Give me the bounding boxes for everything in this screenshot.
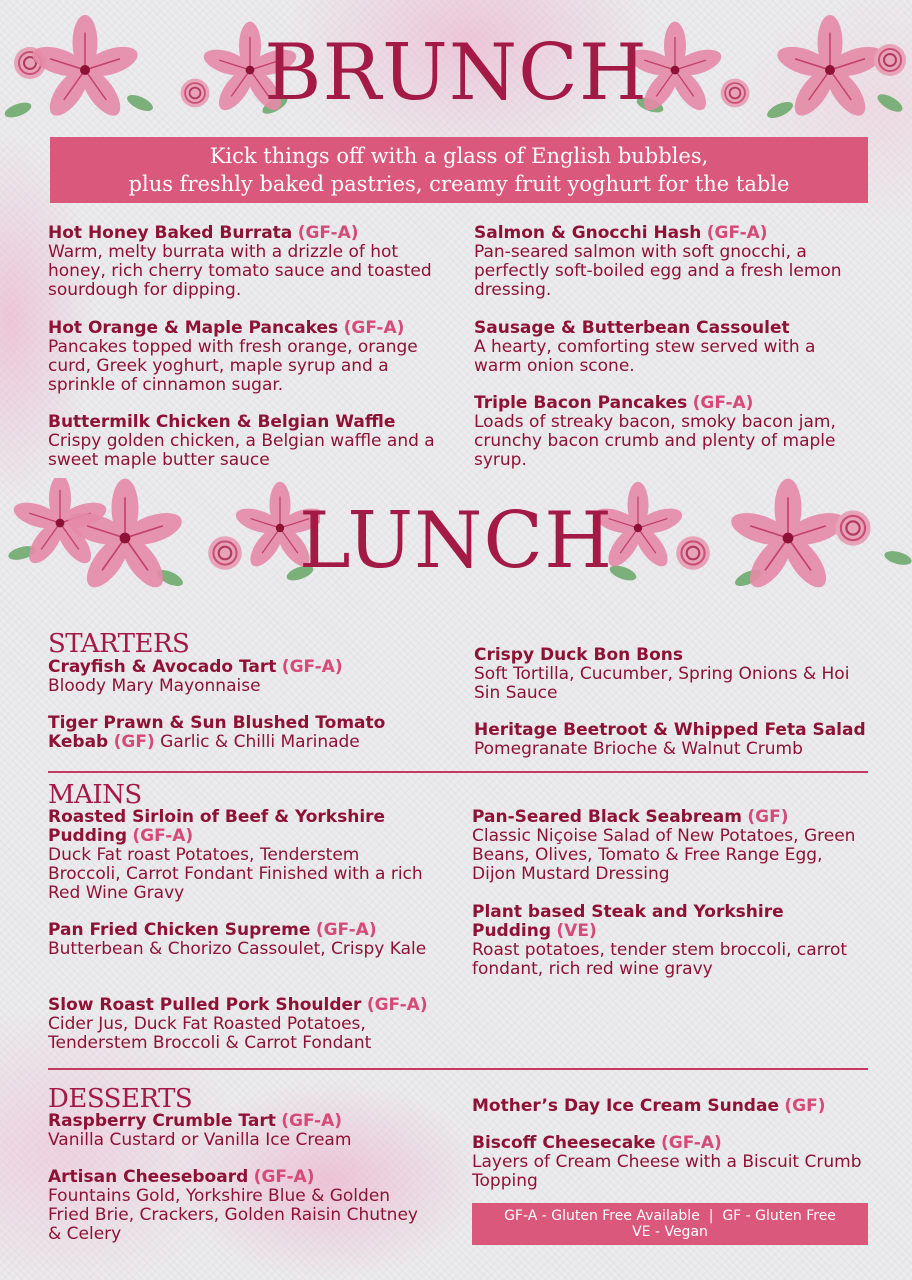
item-description: Pancakes topped with fresh orange, orange curd, Greek yoghurt, maple syrup and a sprinkle of cinnamon sugar. [48,337,418,395]
menu-item [48,996,448,1053]
item-description: Cider Jus, Duck Fat Roasted Potatoes, Tenderstem Broccoli & Carrot Fondant [48,1014,372,1053]
menu-item [48,1168,418,1244]
item-title: Roasted Sirloin of Beef & Yorkshire Pudding [48,807,386,846]
item-title: Crispy Duck Bon Bons [474,645,684,665]
menu-item [48,413,448,470]
item-description: Butterbean & Chorizo Cassoulet, Crispy Kale [48,939,427,959]
item-tag: (GF-A) [281,657,343,677]
item-description: Soft Tortilla, Cucumber, Spring Onions & Hoi Sin Sauce [474,664,850,703]
starters-heading: STARTERS [48,629,190,659]
item-tag: (VE) [556,921,597,941]
menu-item [474,646,868,703]
menu-item [474,721,868,759]
item-tag: (GF-A) [706,223,768,243]
item-description: Classic Niçoise Salad of New Potatoes, Green Beans, Olives, Tomato & Free Range Egg, Dijon Mustard Dressing [472,826,856,884]
item-description: A hearty, comforting stew served with a warm onion scone. [474,337,816,376]
desserts-heading: DESSERTS [48,1084,193,1114]
legend-line-2: VE - Vegan [632,1224,708,1240]
mains-heading: MAINS [48,780,142,810]
item-tag: (GF-A) [366,995,428,1015]
brunch-banner [50,137,868,203]
item-tag: (GF-A) [343,318,405,338]
item-tag: (GF) [747,807,789,827]
menu-item [474,394,868,470]
item-description: Fountains Gold, Yorkshire Blue & Golden Fried Brie, Crackers, Golden Raisin Chutney & Celery [48,1186,418,1244]
item-description: Pomegranate Brioche & Walnut Crumb [474,739,803,759]
item-description: Pan-seared salmon with soft gnocchi, a perfectly soft-boiled egg and a fresh lemon dressing. [474,242,842,300]
menu-item [48,921,448,959]
item-title: Pan Fried Chicken Supreme [48,920,311,940]
dietary-legend [472,1203,868,1245]
item-title: Heritage Beetroot & Whipped Feta Salad [474,720,866,740]
lunch-heading: LUNCH [298,496,614,586]
item-tag: (GF-A) [253,1167,315,1187]
item-title: Crayfish & Avocado Tart [48,657,277,677]
item-title: Biscoff Cheesecake [472,1133,656,1153]
item-description: Duck Fat roast Potatoes, Tenderstem Broccoli, Carrot Fondant Finished with a rich Red Wine Gravy [48,845,423,903]
item-tag: (GF) [113,732,155,752]
section-divider [48,771,868,773]
item-description: Roast potatoes, tender stem broccoli, carrot fondant, rich red wine gravy [472,940,848,979]
menu-item [474,319,868,376]
section-divider [48,1068,868,1070]
brunch-heading: BRUNCH [264,28,648,118]
item-description: Bloody Mary Mayonnaise [48,676,261,696]
item-description: Layers of Cream Cheese with a Biscuit Crumb Topping [472,1152,862,1191]
item-title: Tiger Prawn & Sun Blushed Tomato Kebab [48,713,386,752]
item-title: Salmon & Gnocchi Hash [474,223,702,243]
menu-item [472,808,868,884]
item-description: Vanilla Custard or Vanilla Ice Cream [48,1130,352,1150]
item-description: Loads of streaky bacon, smoky bacon jam, crunchy bacon crumb and plenty of maple syrup. [474,412,836,470]
menu-item [48,658,448,696]
legend-line-1: GF-A - Gluten Free Available | GF - Gluten Free [504,1208,836,1224]
item-title: Hot Orange & Maple Pancakes [48,318,339,338]
item-tag: (GF-A) [281,1111,343,1131]
item-title: Hot Honey Baked Burrata [48,223,293,243]
item-title: Plant based Steak and Yorkshire Pudding [472,902,784,941]
item-title: Triple Bacon Pancakes [474,393,688,413]
banner-line-1: Kick things off with a glass of English bubbles, [209,144,709,168]
item-description: Crispy golden chicken, a Belgian waffle and a sweet maple butter sauce [48,431,435,470]
menu-item [48,319,448,395]
item-title: Raspberry Crumble Tart [48,1111,276,1131]
item-title: Buttermilk Chicken & Belgian Waffle [48,412,396,432]
item-tag: (GF) [784,1096,826,1116]
item-title: Sausage & Butterbean Cassoulet [474,318,790,338]
menu-item [472,1097,868,1116]
item-title: Artisan Cheeseboard [48,1167,249,1187]
item-title: Pan-Seared Black Seabream [472,807,742,827]
item-description: Garlic & Chilli Marinade [160,732,360,752]
item-tag: (GF-A) [132,826,194,846]
menu-item [472,903,868,979]
item-tag: (GF-A) [315,920,377,940]
banner-line-2: plus freshly baked pastries, creamy fruit yoghurt for the table [128,172,790,196]
item-tag: (GF-A) [660,1133,722,1153]
menu-item [48,808,423,903]
menu-item [472,1134,868,1191]
item-tag: (GF-A) [297,223,359,243]
item-title: Mother’s Day Ice Cream Sundae [472,1096,779,1116]
menu-item [474,224,868,300]
menu-item [48,1112,448,1150]
item-description: Warm, melty burrata with a drizzle of hot honey, rich cherry tomato sauce and toasted sourdough for dipping. [48,242,432,300]
menu-item [48,714,408,752]
menu-item [48,224,448,300]
item-title: Slow Roast Pulled Pork Shoulder [48,995,362,1015]
item-tag: (GF-A) [692,393,754,413]
